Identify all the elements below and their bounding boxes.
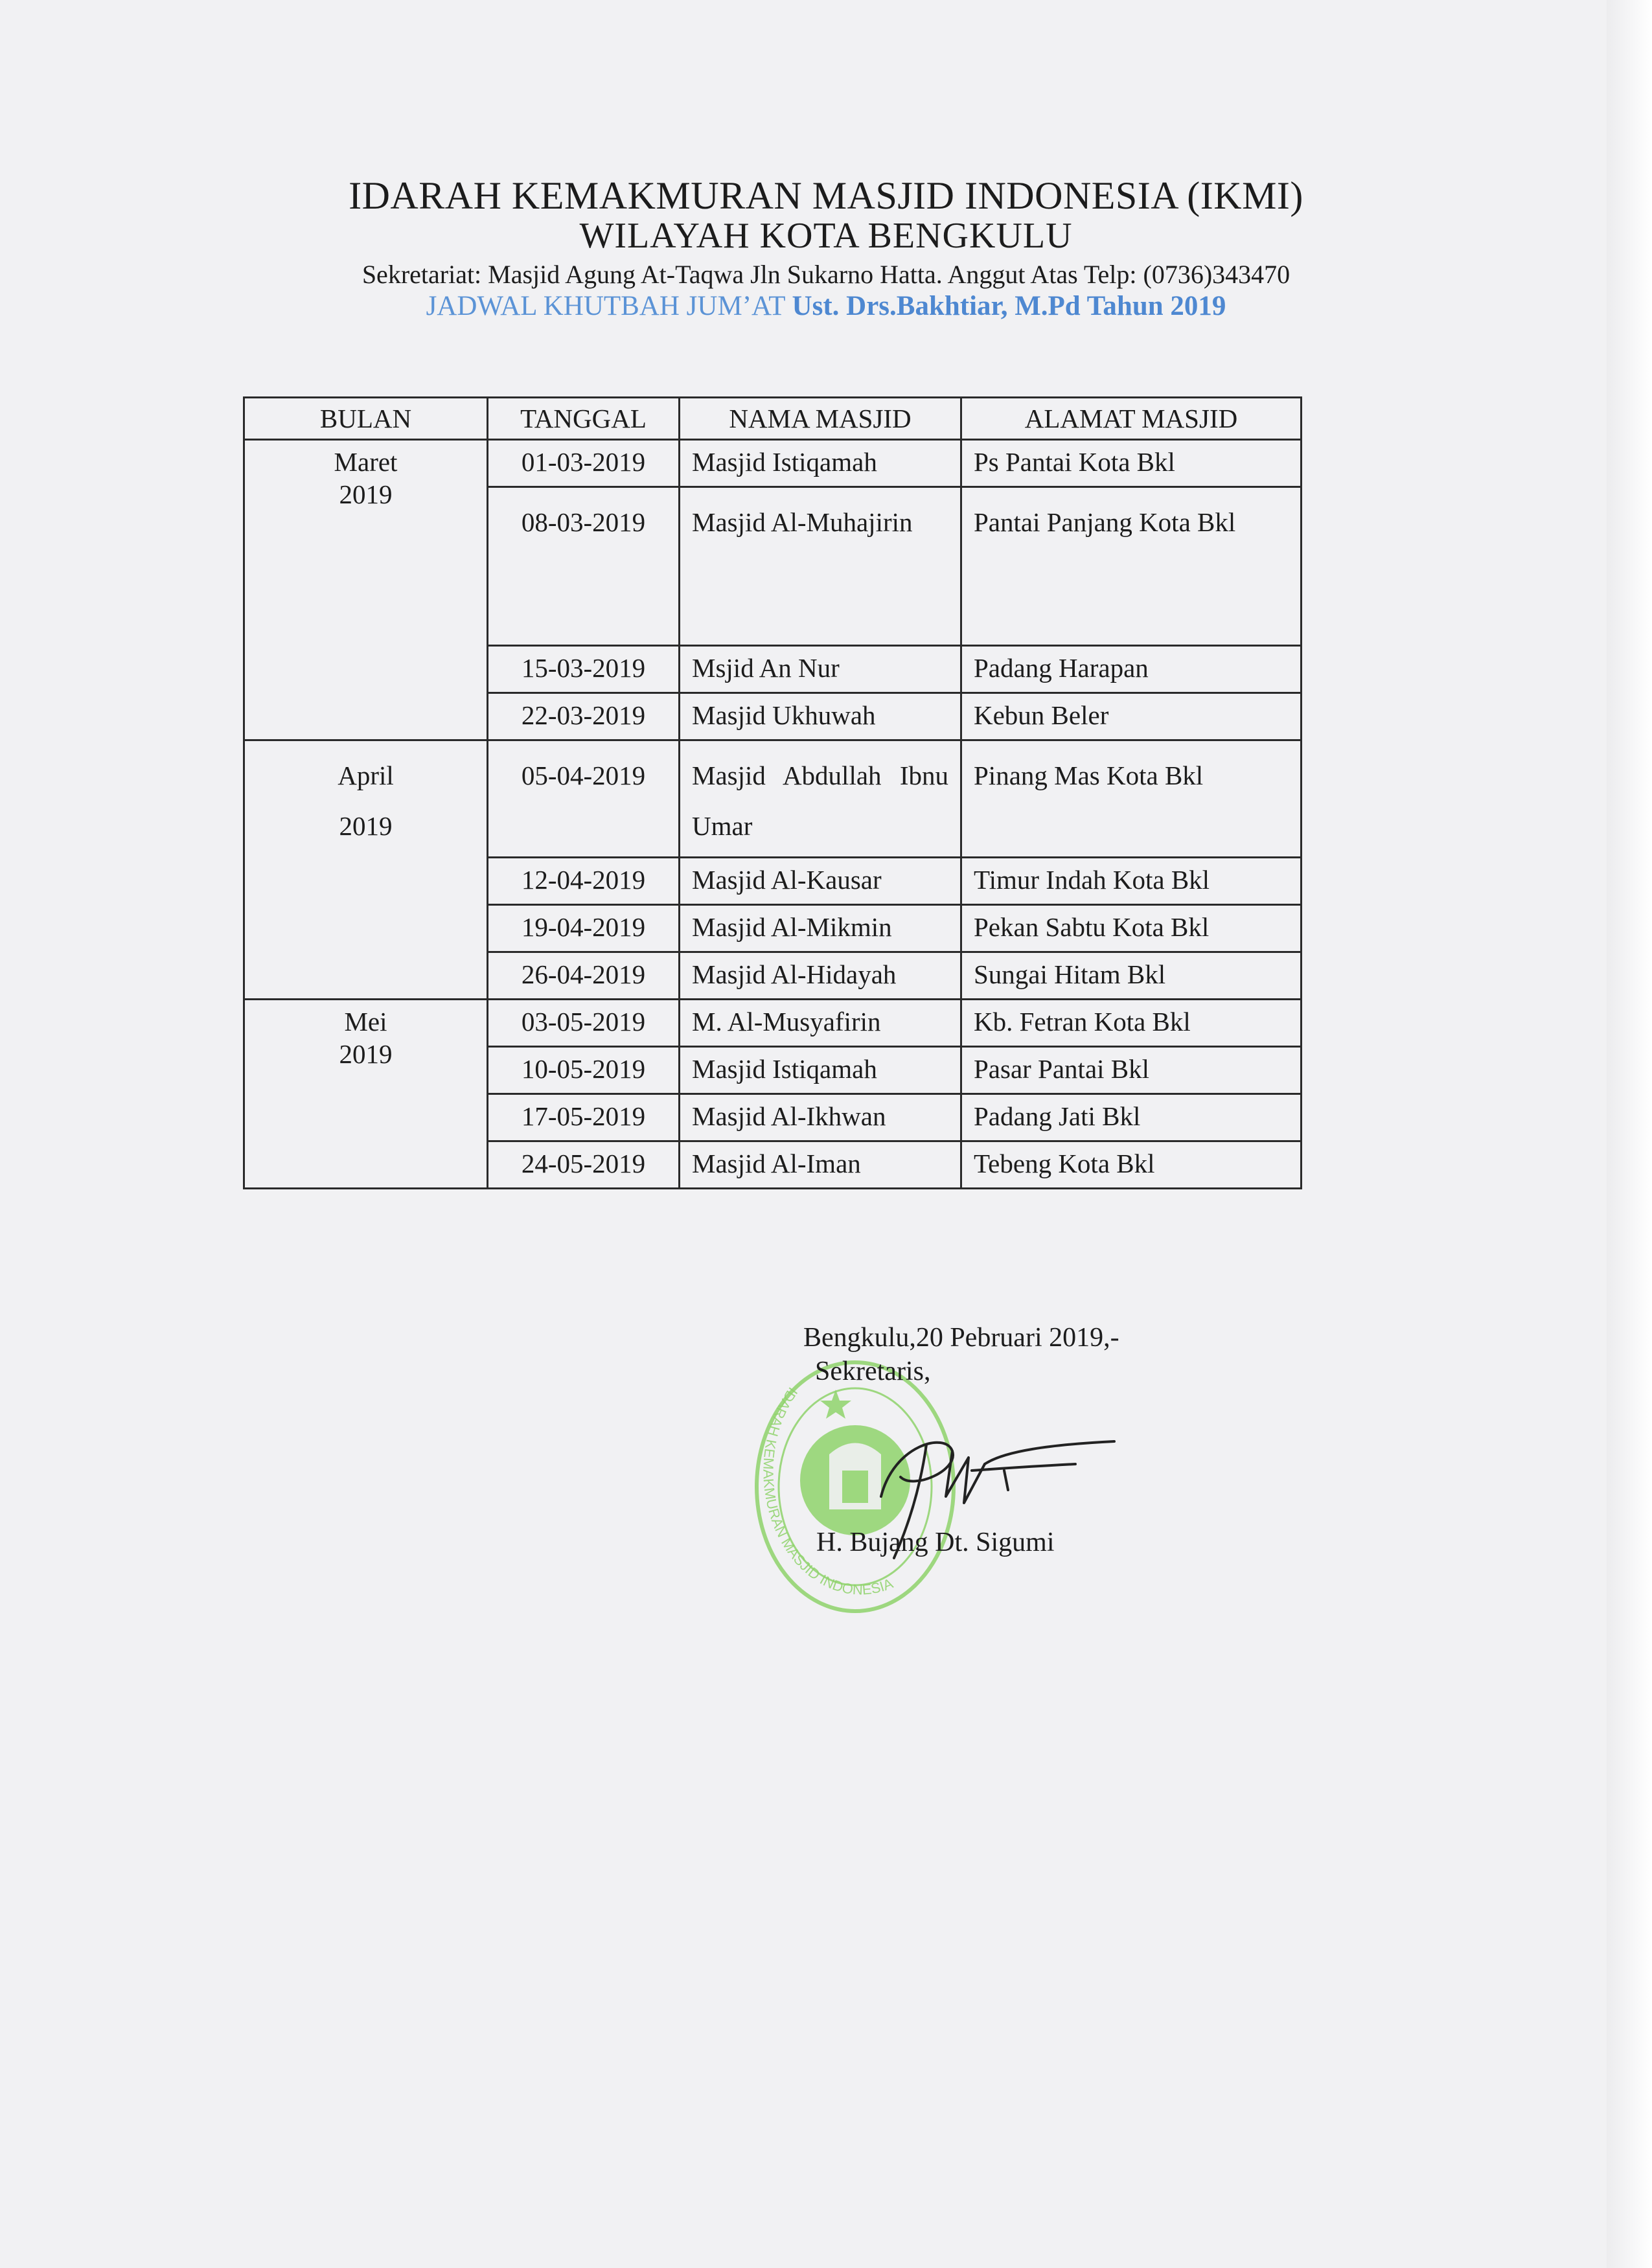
date-cell: 10-05-2019 <box>488 1047 680 1094</box>
mosque-name-cell: Masjid Al-Ikhwan <box>680 1094 961 1141</box>
date-cell: 24-05-2019 <box>488 1141 680 1189</box>
month-year: 2019 <box>339 811 393 841</box>
date-cell: 12-04-2019 <box>488 858 680 905</box>
date-cell: 17-05-2019 <box>488 1094 680 1141</box>
date-cell: 22-03-2019 <box>488 693 680 740</box>
schedule-heading <box>0 290 1652 322</box>
mosque-name-cell: Masjid Ukhuwah <box>680 693 961 740</box>
mosque-address-cell: Padang Jati Bkl <box>961 1094 1302 1141</box>
mosque-address-cell: Timur Indah Kota Bkl <box>961 858 1302 905</box>
mosque-address-cell: Pinang Mas Kota Bkl <box>961 740 1302 858</box>
mosque-name-cell: Masjid Al-Mikmin <box>680 905 961 952</box>
mosque-address-cell: Padang Harapan <box>961 646 1302 693</box>
date-cell: 05-04-2019 <box>488 740 680 858</box>
month-cell-maret <box>244 440 488 740</box>
table-row <box>244 440 1302 487</box>
mosque-name-cell: Masjid Al-Kausar <box>680 858 961 905</box>
mosque-name-cell: M. Al-Musyafirin <box>680 1000 961 1047</box>
org-region: WILAYAH KOTA BENGKULU <box>579 216 1073 256</box>
date-cell: 08-03-2019 <box>488 487 680 646</box>
date-cell: 26-04-2019 <box>488 952 680 1000</box>
mosque-address-cell: Kb. Fetran Kota Bkl <box>961 1000 1302 1047</box>
month-cell-mei <box>244 1000 488 1189</box>
column-header-bulan: BULAN <box>244 398 488 440</box>
column-header-nama-masjid: NAMA MASJID <box>680 398 961 440</box>
month-year: 2019 <box>339 479 393 509</box>
schedule-subject: Ust. Drs.Bakhtiar, M.Pd Tahun 2019 <box>792 291 1226 321</box>
mosque-name-cell: Masjid Istiqamah <box>680 440 961 487</box>
date-cell: 03-05-2019 <box>488 1000 680 1047</box>
mosque-address-cell: Pekan Sabtu Kota Bkl <box>961 905 1302 952</box>
column-header-tanggal: TANGGAL <box>488 398 680 440</box>
month-label: April <box>338 761 394 790</box>
mosque-name-cell: Masjid Al-Iman <box>680 1141 961 1189</box>
mosque-address-cell: Pantai Panjang Kota Bkl <box>961 487 1302 646</box>
org-title: IDARAH KEMAKMURAN MASJID INDONESIA (IKMI) <box>349 174 1303 217</box>
mosque-address-cell: Pasar Pantai Bkl <box>961 1047 1302 1094</box>
month-year: 2019 <box>339 1039 393 1069</box>
month-cell-april <box>244 740 488 1000</box>
mosque-name-cell: Masjid Abdullah Ibnu Umar <box>680 740 961 858</box>
date-cell: 15-03-2019 <box>488 646 680 693</box>
table-row <box>244 740 1302 858</box>
month-label: Mei <box>344 1007 387 1037</box>
mosque-address-cell: Sungai Hitam Bkl <box>961 952 1302 1000</box>
date-cell: 01-03-2019 <box>488 440 680 487</box>
signature-role: Sekretaris, <box>815 1357 931 1386</box>
svg-text:IDARAH KEMAKMURAN MASJID INDON: IDARAH KEMAKMURAN MASJID INDONESIA <box>760 1384 895 1598</box>
secretariat-address: Sekretariat: Masjid Agung At-Taqwa Jln Sukarno Hatta. Anggut Atas Telp: (0736)343470 <box>361 260 1291 289</box>
month-label: Maret <box>334 447 398 477</box>
schedule-title: JADWAL KHUTBAH JUM’AT <box>426 291 785 321</box>
mosque-address-cell: Tebeng Kota Bkl <box>961 1141 1302 1189</box>
mosque-name-cell: Masjid Al-Muhajirin <box>680 487 961 646</box>
mosque-name-cell: Masjid Al-Hidayah <box>680 952 961 1000</box>
signatory-name: H. Bujang Dt. Sigumi <box>816 1528 1055 1557</box>
mosque-address-cell: Ps Pantai Kota Bkl <box>961 440 1302 487</box>
table-row <box>244 1000 1302 1047</box>
mosque-name-cell: Msjid An Nur <box>680 646 961 693</box>
signature-place-date: Bengkulu,20 Pebruari 2019,- <box>803 1323 1119 1353</box>
mosque-name-cell: Masjid Istiqamah <box>680 1047 961 1094</box>
date-cell: 19-04-2019 <box>488 905 680 952</box>
column-header-alamat-masjid: ALAMAT MASJID <box>961 398 1302 440</box>
mosque-address-cell: Kebun Beler <box>961 693 1302 740</box>
paper-edge-shadow <box>1607 0 1652 2268</box>
table-header-row <box>244 398 1302 440</box>
khutbah-schedule-table <box>243 396 1302 1189</box>
